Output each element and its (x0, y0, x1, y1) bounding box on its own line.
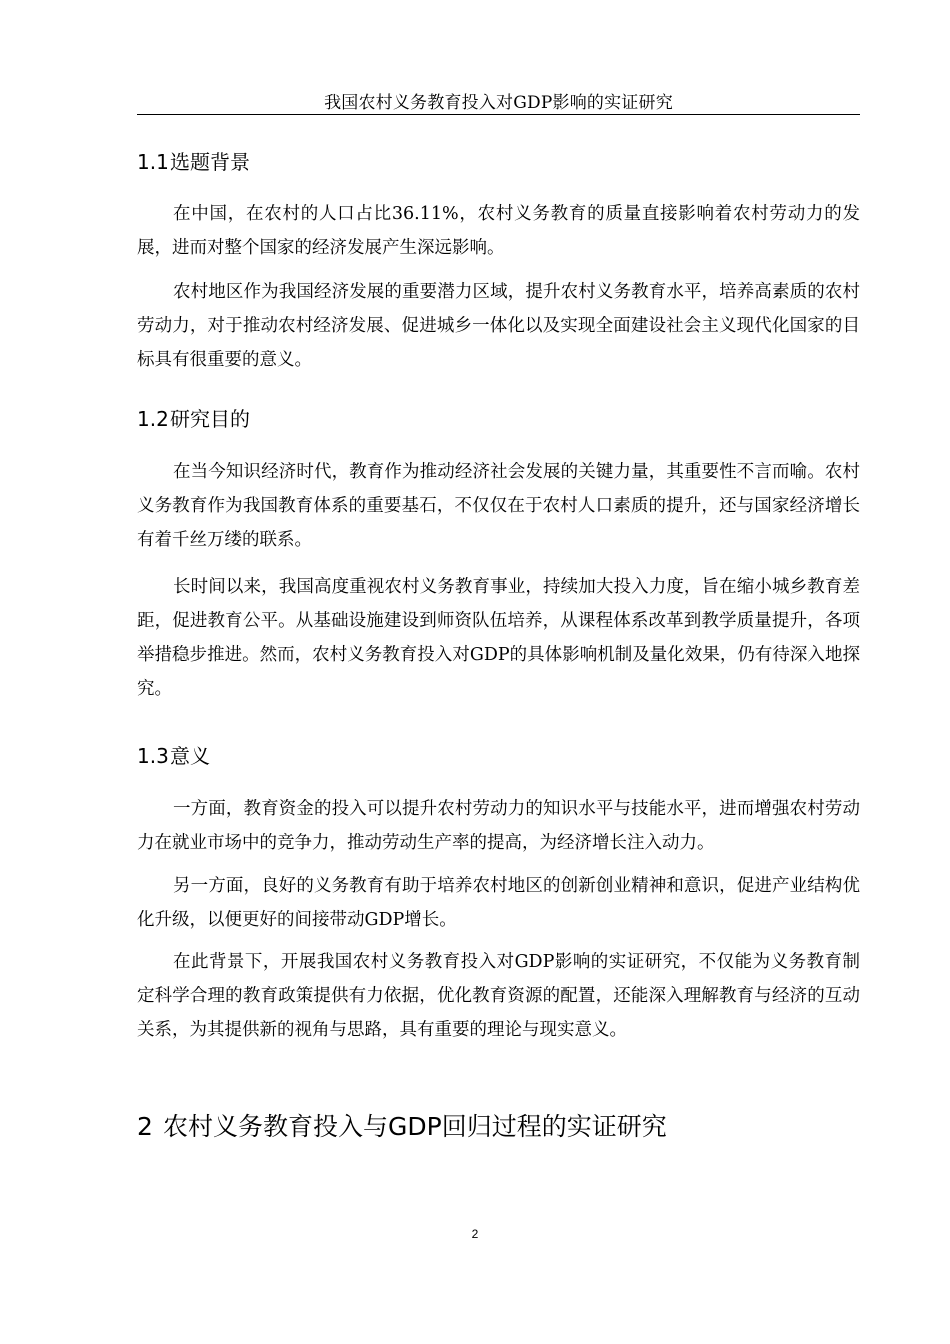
paragraph: 另一方面，良好的义务教育有助于培养农村地区的创新创业精神和意识，促进产业结构优化升级，以便更好的间接带动GDP增长。 (137, 876, 860, 930)
header-rule (137, 114, 860, 115)
running-header: 我国农村义务教育投入对GDP影响的实证研究 (324, 93, 673, 113)
paragraph: 农村地区作为我国经济发展的重要潜力区域，提升农村义务教育水平，培养高素质的农村劳动力，对于推动农村经济发展、促进城乡一体化以及实现全面建设社会主义现代化国家的目标具有很重要的意义。 (137, 282, 860, 370)
section-title: 研究目的 (170, 407, 250, 431)
page-number: 2 (471, 1227, 479, 1241)
paragraph: 在当今知识经济时代，教育作为推动经济社会发展的关键力量，其重要性不言而喻。农村义务教育作为我国教育体系的重要基石，不仅仅在于农村人口素质的提升，还与国家经济增长有着千丝万缕的联系。 (137, 462, 860, 550)
chapter-number: 2 (137, 1112, 153, 1141)
section-heading-1-3 (137, 743, 860, 769)
section-title: 意义 (170, 744, 210, 768)
section-number: 1.3 (137, 744, 169, 768)
section-heading-1-2 (137, 406, 860, 432)
section-heading-1-1 (137, 149, 860, 175)
section-title: 选题背景 (170, 150, 250, 174)
paragraph: 在中国，在农村的人口占比36.11%，农村义务教育的质量直接影响着农村劳动力的发展，进而对整个国家的经济发展产生深远影响。 (137, 204, 860, 258)
paragraph: 在此背景下，开展我国农村义务教育投入对GDP影响的实证研究，不仅能为义务教育制定科学合理的教育政策提供有力依据，优化教育资源的配置，还能深入理解教育与经济的互动关系，为其提供新的视角与思路，具有重要的理论与现实意义。 (137, 952, 860, 1040)
chapter-heading-2 (137, 1111, 860, 1143)
chapter-title: 农村义务教育投入与GDP回归过程的实证研究 (163, 1112, 667, 1141)
section-number: 1.2 (137, 407, 169, 431)
paragraph: 长时间以来，我国高度重视农村义务教育事业，持续加大投入力度，旨在缩小城乡教育差距，促进教育公平。从基础设施建设到师资队伍培养，从课程体系改革到教学质量提升，各项举措稳步推进。然而，农村义务教育投入对GDP的具体影响机制及量化效果，仍有待深入地探究。 (137, 577, 860, 699)
section-number: 1.1 (137, 150, 169, 174)
paragraph: 一方面，教育资金的投入可以提升农村劳动力的知识水平与技能水平，进而增强农村劳动力在就业市场中的竞争力，推动劳动生产率的提高，为经济增长注入动力。 (137, 799, 860, 853)
